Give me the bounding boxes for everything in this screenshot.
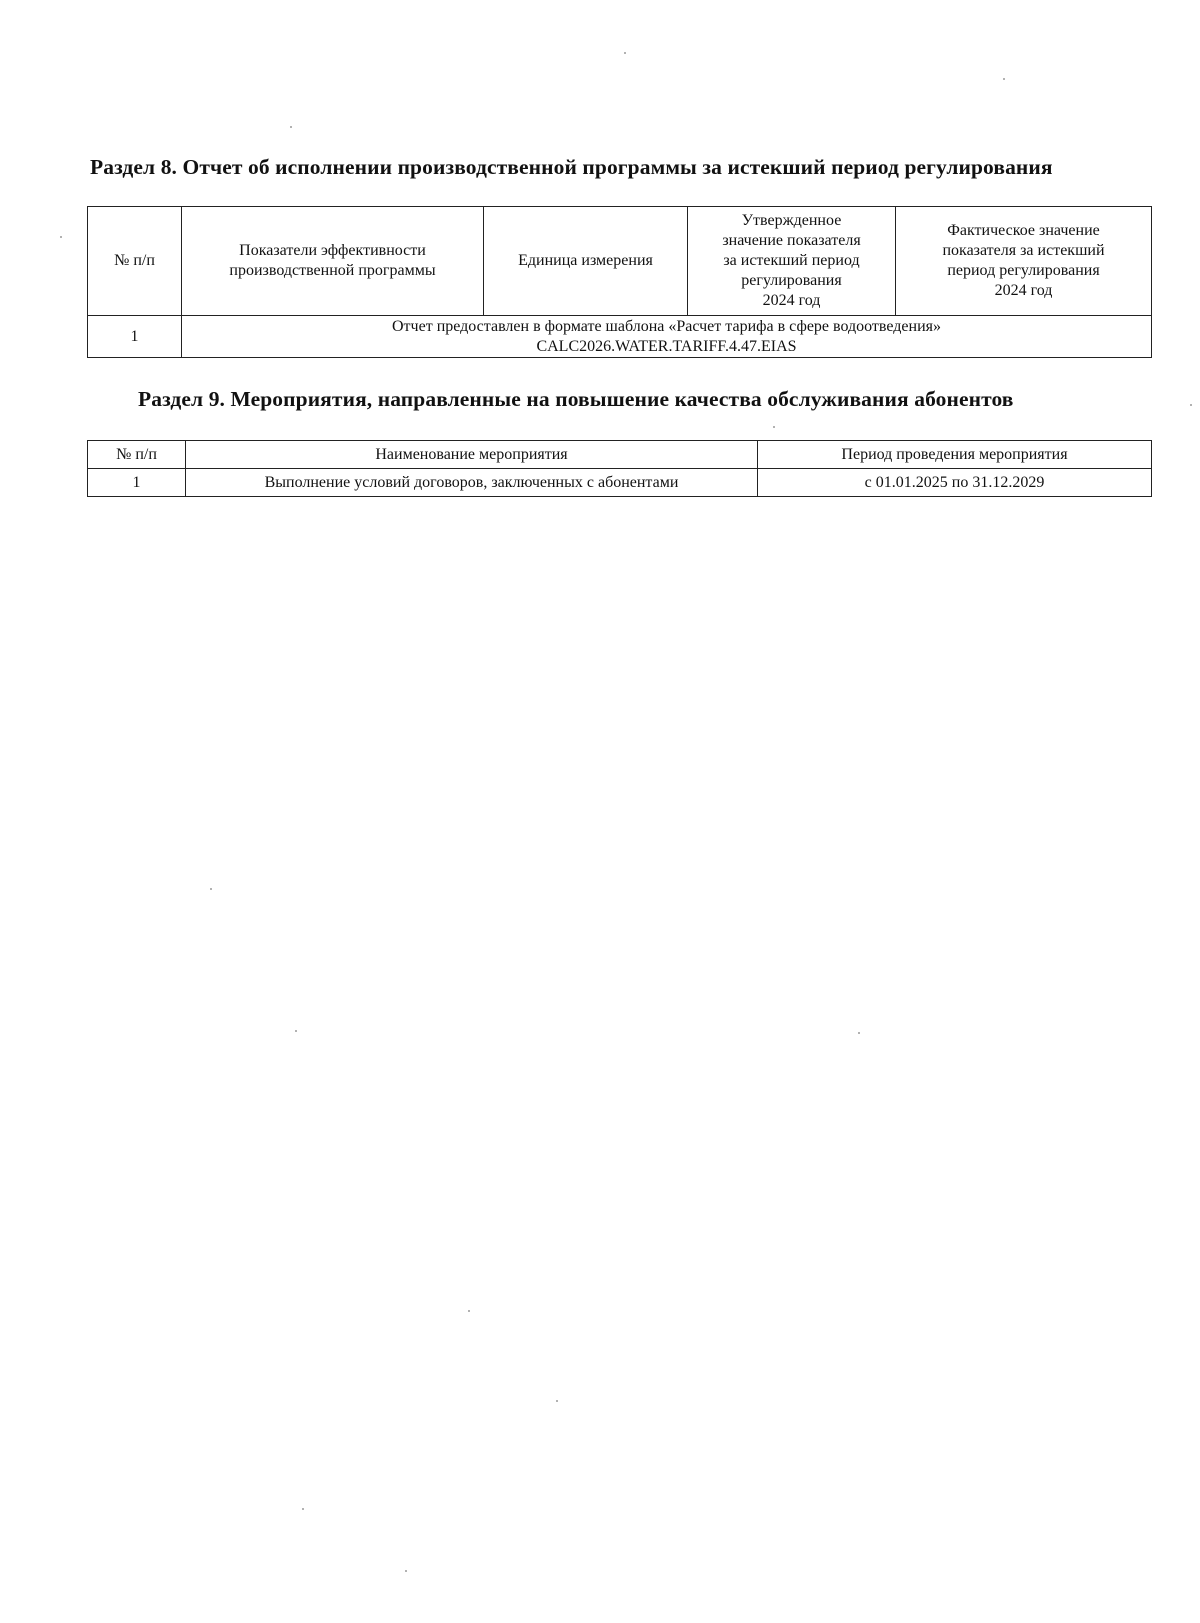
scan-speck [773,426,775,428]
scan-speck [624,52,626,54]
header-cell-actual-value: Фактическое значение показателя за истекший период регулирования 2024 год [896,207,1152,316]
table-row [88,469,1152,497]
header-cell-period: Период проведения мероприятия [758,441,1152,469]
header-cell-indicators: Показатели эффективности производственной программы [182,207,484,316]
scan-speck [60,236,62,238]
table-header-row [88,441,1152,469]
row-num-cell: 1 [88,469,186,497]
header-cell-measure-name: Наименование мероприятия [186,441,758,469]
section-9-title: Раздел 9. Мероприятия, направленные на повышение качества обслуживания абонентов [138,387,1014,411]
production-program-report-table [87,206,1152,358]
scan-speck [405,1570,407,1572]
scan-speck [1003,78,1005,80]
report-note-cell: Отчет предоставлен в формате шаблона «Расчет тарифа в сфере водоотведения» CALC2026.WATER.TARIFF.4.47.EIAS [182,316,1152,358]
scan-speck [468,1310,470,1312]
measure-period-cell: с 01.01.2025 по 31.12.2029 [758,469,1152,497]
table-header-row [88,207,1152,316]
scan-speck [302,1508,304,1510]
table-row [88,316,1152,358]
header-cell-num: № п/п [88,441,186,469]
header-cell-approved-value: Утвержденное значение показателя за истекший период регулирования 2024 год [688,207,896,316]
measure-name-cell: Выполнение условий договоров, заключенных с абонентами [186,469,758,497]
scan-speck [295,1030,297,1032]
service-quality-measures-table [87,440,1152,497]
scan-speck [1190,404,1192,406]
scan-speck [556,1400,558,1402]
scan-speck [290,126,292,128]
scan-speck [210,888,212,890]
section-8-title: Раздел 8. Отчет об исполнении производственной программы за истекший период регулирования [90,155,1053,179]
header-cell-unit: Единица измерения [484,207,688,316]
header-cell-num: № п/п [88,207,182,316]
row-num-cell: 1 [88,316,182,358]
scan-speck [858,1032,860,1034]
